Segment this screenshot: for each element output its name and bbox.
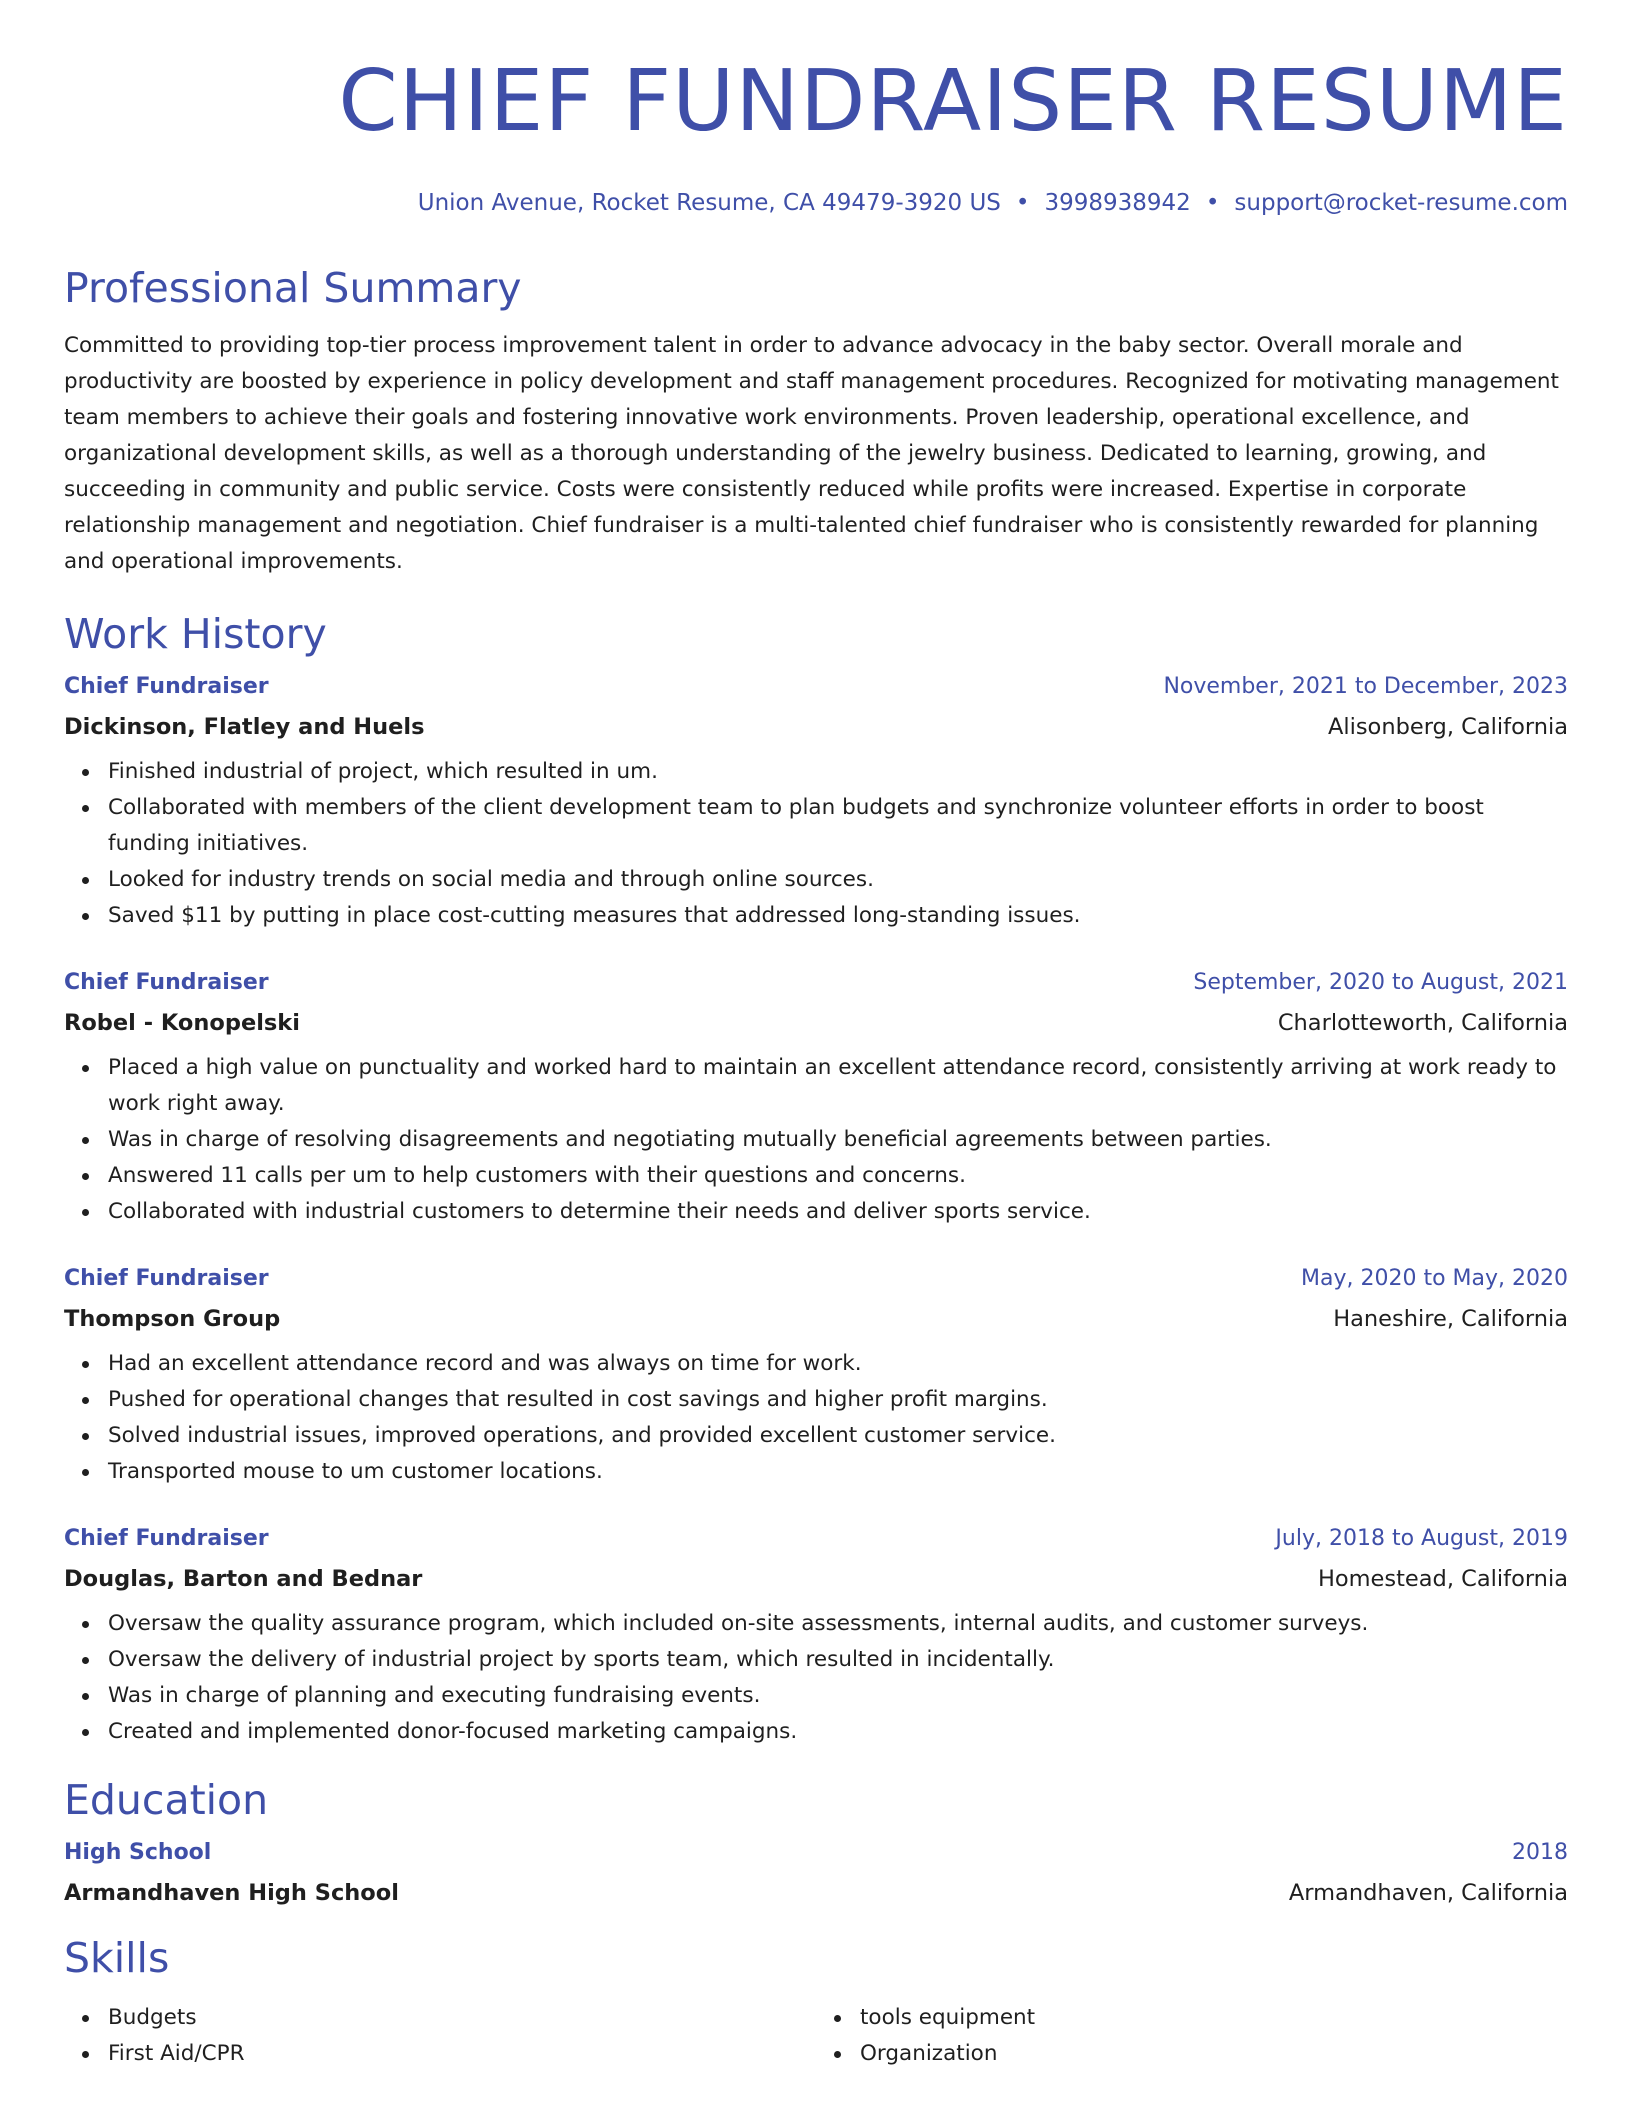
job-bullets xyxy=(64,1050,1568,1230)
job-bullet: Had an excellent attendance record and was always on time for work. xyxy=(108,1346,1568,1382)
job-location: Alisonberg, California xyxy=(1327,714,1568,740)
job-location: Charlotteworth, California xyxy=(1277,1010,1568,1036)
job-company: Dickinson, Flatley and Huels xyxy=(64,714,425,740)
summary-heading: Professional Summary xyxy=(64,264,522,312)
job-bullet: Saved $11 by putting in place cost-cutting measures that addressed long-standing issues. xyxy=(108,898,1568,934)
skills-grid xyxy=(64,1994,1568,2072)
job-location: Homestead, California xyxy=(1317,1566,1568,1592)
job-role: Chief Fundraiser xyxy=(64,674,269,699)
job-entry xyxy=(64,968,1568,1230)
contact-separator: • xyxy=(1205,190,1220,216)
skills-column-left xyxy=(64,1994,816,2072)
skill-item: Organization xyxy=(860,2036,1568,2072)
resume-title: CHIEF FUNDRAISER RESUME xyxy=(338,52,1568,151)
job-company: Robel - Konopelski xyxy=(64,1010,300,1036)
job-bullet: Collaborated with industrial customers to determine their needs and deliver sports service. xyxy=(108,1194,1568,1230)
contact-separator: • xyxy=(1015,190,1030,216)
education-degree: High School xyxy=(64,1840,212,1865)
job-location: Haneshire, California xyxy=(1333,1306,1568,1332)
job-bullet: Finished industrial of project, which resulted in um. xyxy=(108,754,1568,790)
summary-section xyxy=(64,262,1568,580)
job-bullet: Placed a high value on punctuality and worked hard to maintain an excellent attendance record, consistently arriving at work ready to work right away. xyxy=(108,1050,1568,1122)
job-bullet: Solved industrial issues, improved operations, and provided excellent customer service. xyxy=(108,1418,1568,1454)
job-role: Chief Fundraiser xyxy=(64,1526,269,1551)
job-dates: November, 2021 to December, 2023 xyxy=(1163,674,1568,699)
job-bullet: Oversaw the delivery of industrial project by sports team, which resulted in incidentally. xyxy=(108,1642,1568,1678)
job-company: Douglas, Barton and Bednar xyxy=(64,1566,423,1592)
job-bullet: Created and implemented donor-focused marketing campaigns. xyxy=(108,1714,1568,1750)
job-role: Chief Fundraiser xyxy=(64,1266,269,1291)
contact-phone: 3998938942 xyxy=(1044,190,1191,216)
job-bullet: Answered 11 calls per um to help customers with their questions and concerns. xyxy=(108,1158,1568,1194)
job-bullet: Looked for industry trends on social media and through online sources. xyxy=(108,862,1568,898)
job-role: Chief Fundraiser xyxy=(64,970,269,995)
contact-address: Union Avenue, Rocket Resume, CA 49479-3920 US xyxy=(417,190,1001,216)
job-dates: May, 2020 to May, 2020 xyxy=(1301,1266,1568,1291)
job-dates: July, 2018 to August, 2019 xyxy=(1275,1526,1568,1551)
job-bullets xyxy=(64,1346,1568,1490)
education-location: Armandhaven, California xyxy=(1288,1880,1568,1906)
skills-section xyxy=(64,1932,1568,2072)
job-bullet: Collaborated with members of the client development team to plan budgets and synchronize volunteer efforts in order to boost funding initiatives. xyxy=(108,790,1568,862)
job-bullet: Was in charge of planning and executing fundraising events. xyxy=(108,1678,1568,1714)
skills-list xyxy=(64,2000,816,2072)
job-entry xyxy=(64,672,1568,934)
skill-item: First Aid/CPR xyxy=(108,2036,816,2072)
education-school: Armandhaven High School xyxy=(64,1880,399,1906)
job-bullets xyxy=(64,754,1568,934)
job-entry xyxy=(64,1524,1568,1750)
job-bullet: Oversaw the quality assurance program, which included on-site assessments, internal audits, and customer surveys. xyxy=(108,1606,1568,1642)
skill-item: Budgets xyxy=(108,2000,816,2036)
job-entry xyxy=(64,1264,1568,1490)
education-section xyxy=(64,1774,1568,1908)
skills-list xyxy=(816,2000,1568,2072)
skill-item: tools equipment xyxy=(860,2000,1568,2036)
job-bullet: Transported mouse to um customer locations. xyxy=(108,1454,1568,1490)
skills-column-right xyxy=(816,1994,1568,2072)
job-company: Thompson Group xyxy=(64,1306,281,1332)
education-heading: Education xyxy=(64,1776,269,1824)
skills-heading: Skills xyxy=(64,1934,170,1982)
contact-email: support@rocket-resume.com xyxy=(1234,190,1568,216)
work-history-section xyxy=(64,608,1568,1750)
job-bullets xyxy=(64,1606,1568,1750)
job-dates: September, 2020 to August, 2021 xyxy=(1193,970,1568,995)
job-bullet: Was in charge of resolving disagreements and negotiating mutually beneficial agreements between parties. xyxy=(108,1122,1568,1158)
summary-text: Committed to providing top-tier process improvement talent in order to advance advocacy in the baby sector. Overall morale and productivity are boosted by experience in policy development and staff management procedures. Recognized for motivating management team members to achieve their goals and fostering innovative work environments. Proven leadership, operational excellence, and organizational development skills, as well as a thorough understanding of the jewelry business. Dedicated to learning, growing, and succeeding in community and public service. Costs were consistently reduced while profits were increased. Expertise in corporate relationship management and negotiation. Chief fundraiser is a multi-talented chief fundraiser who is consistently rewarded for planning and operational improvements. xyxy=(64,333,1559,574)
education-year: 2018 xyxy=(1512,1840,1568,1865)
work-history-heading: Work History xyxy=(64,610,327,658)
job-bullet: Pushed for operational changes that resulted in cost savings and higher profit margins. xyxy=(108,1382,1568,1418)
contact-line xyxy=(64,188,1568,218)
